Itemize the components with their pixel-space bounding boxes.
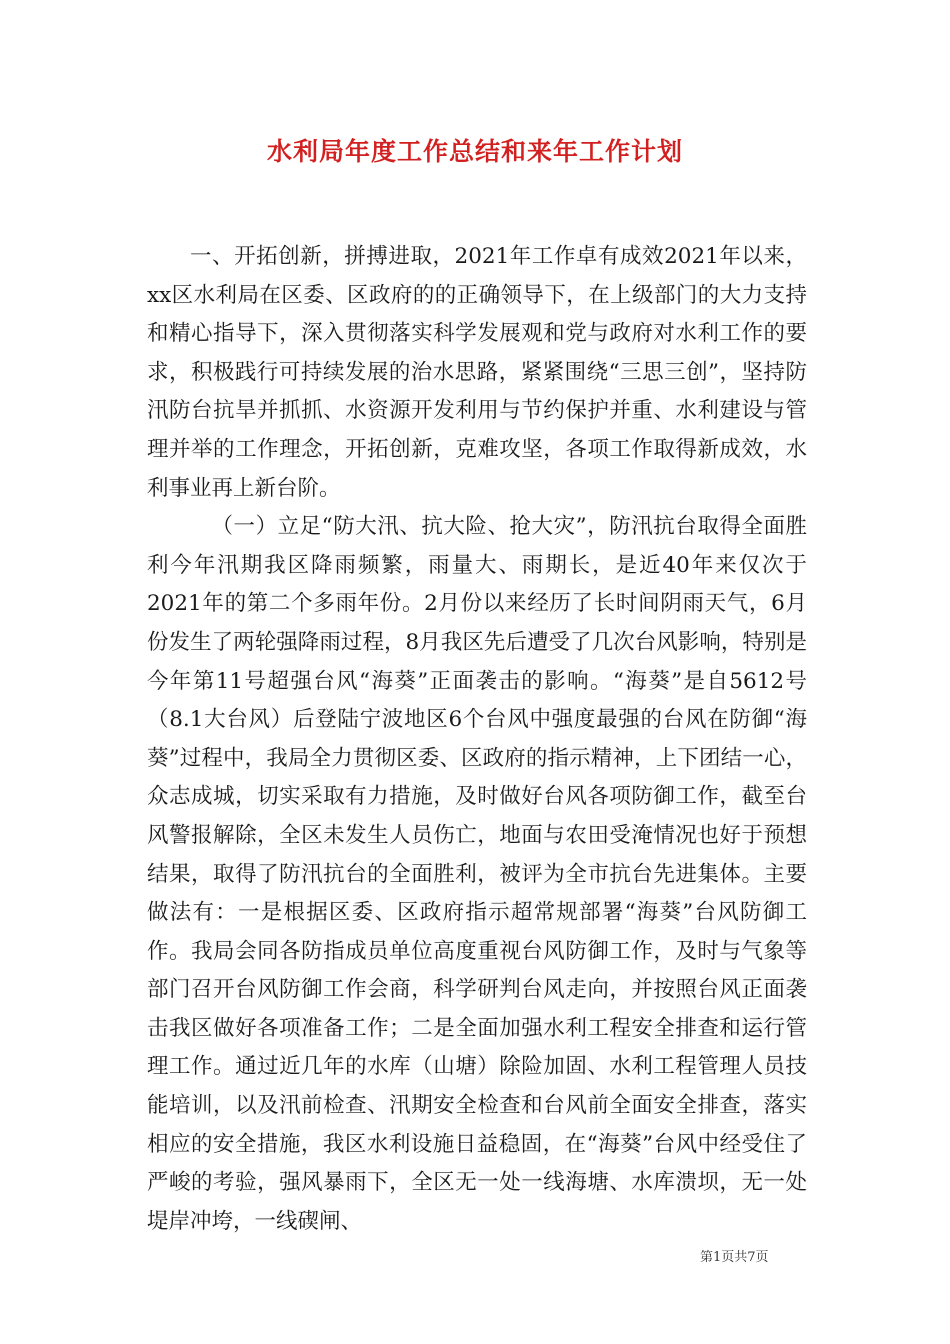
document-body: [147, 238, 807, 1241]
paragraph-flood-control: （一）立足“防大汛、抗大险、抢大灾”，防汛抗台取得全面胜利今年汛期我区降雨频繁，雨量大、雨期长，是近40年来仅次于2021年的第二个多雨年份。2月份以来经历了长时间阴雨天气，6月份发生了两轮强降雨过程，8月我区先后遭受了几次台风影响，特别是今年第11号超强台风“海葵”正面袭击的影响。“海葵”是自5612号（8.1大台风）后登陆宁波地区6个台风中强度最强的台风在防御“海葵”过程中，我局全力贯彻区委、区政府的指示精神，上下团结一心，众志成城，切实采取有力措施，及时做好台风各项防御工作，截至台风警报解除，全区未发生人员伤亡，地面与农田受淹情况也好于预想结果，取得了防汛抗台的全面胜利，被评为全市抗台先进集体。主要做法有：一是根据区委、区政府指示超常规部署“海葵”台风防御工作。我局会同各防指成员单位高度重视台风防御工作，及时与气象等部门召开台风防御工作会商，科学研判台风走向，并按照台风正面袭击我区做好各项准备工作；二是全面加强水利工程安全排查和运行管理工作。通过近几年的水库（山塘）除险加固、水利工程管理人员技能培训，以及汛前检查、汛期安全检查和台风前全面安全排查，落实相应的安全措施，我区水利设施日益稳固，在“海葵”台风中经受住了严峻的考验，强风暴雨下，全区无一处一线海塘、水库溃坝，无一处堤岸冲垮，一线碶闸、: [147, 514, 807, 1234]
page-number: 第1页共7页: [700, 1250, 769, 1265]
document-title: 水利局年度工作总结和来年工作计划: [266, 137, 683, 166]
paragraph-intro: 一、开拓创新，拼搏进取，2021年工作卓有成效2021年以来，xx区水利局在区委、区政府的的正确领导下，在上级部门的大力支持和精心指导下，深入贯彻落实科学发展观和党与政府对水利工作的要求，积极践行可持续发展的治水思路，紧紧围绕“三思三创”，坚持防汛防台抗旱并抓抓、水资源开发利用与节约保护并重、水利建设与管理并举的工作理念，开拓创新，克难攻坚，各项工作取得新成效，水利事业再上新台阶。: [147, 244, 807, 501]
